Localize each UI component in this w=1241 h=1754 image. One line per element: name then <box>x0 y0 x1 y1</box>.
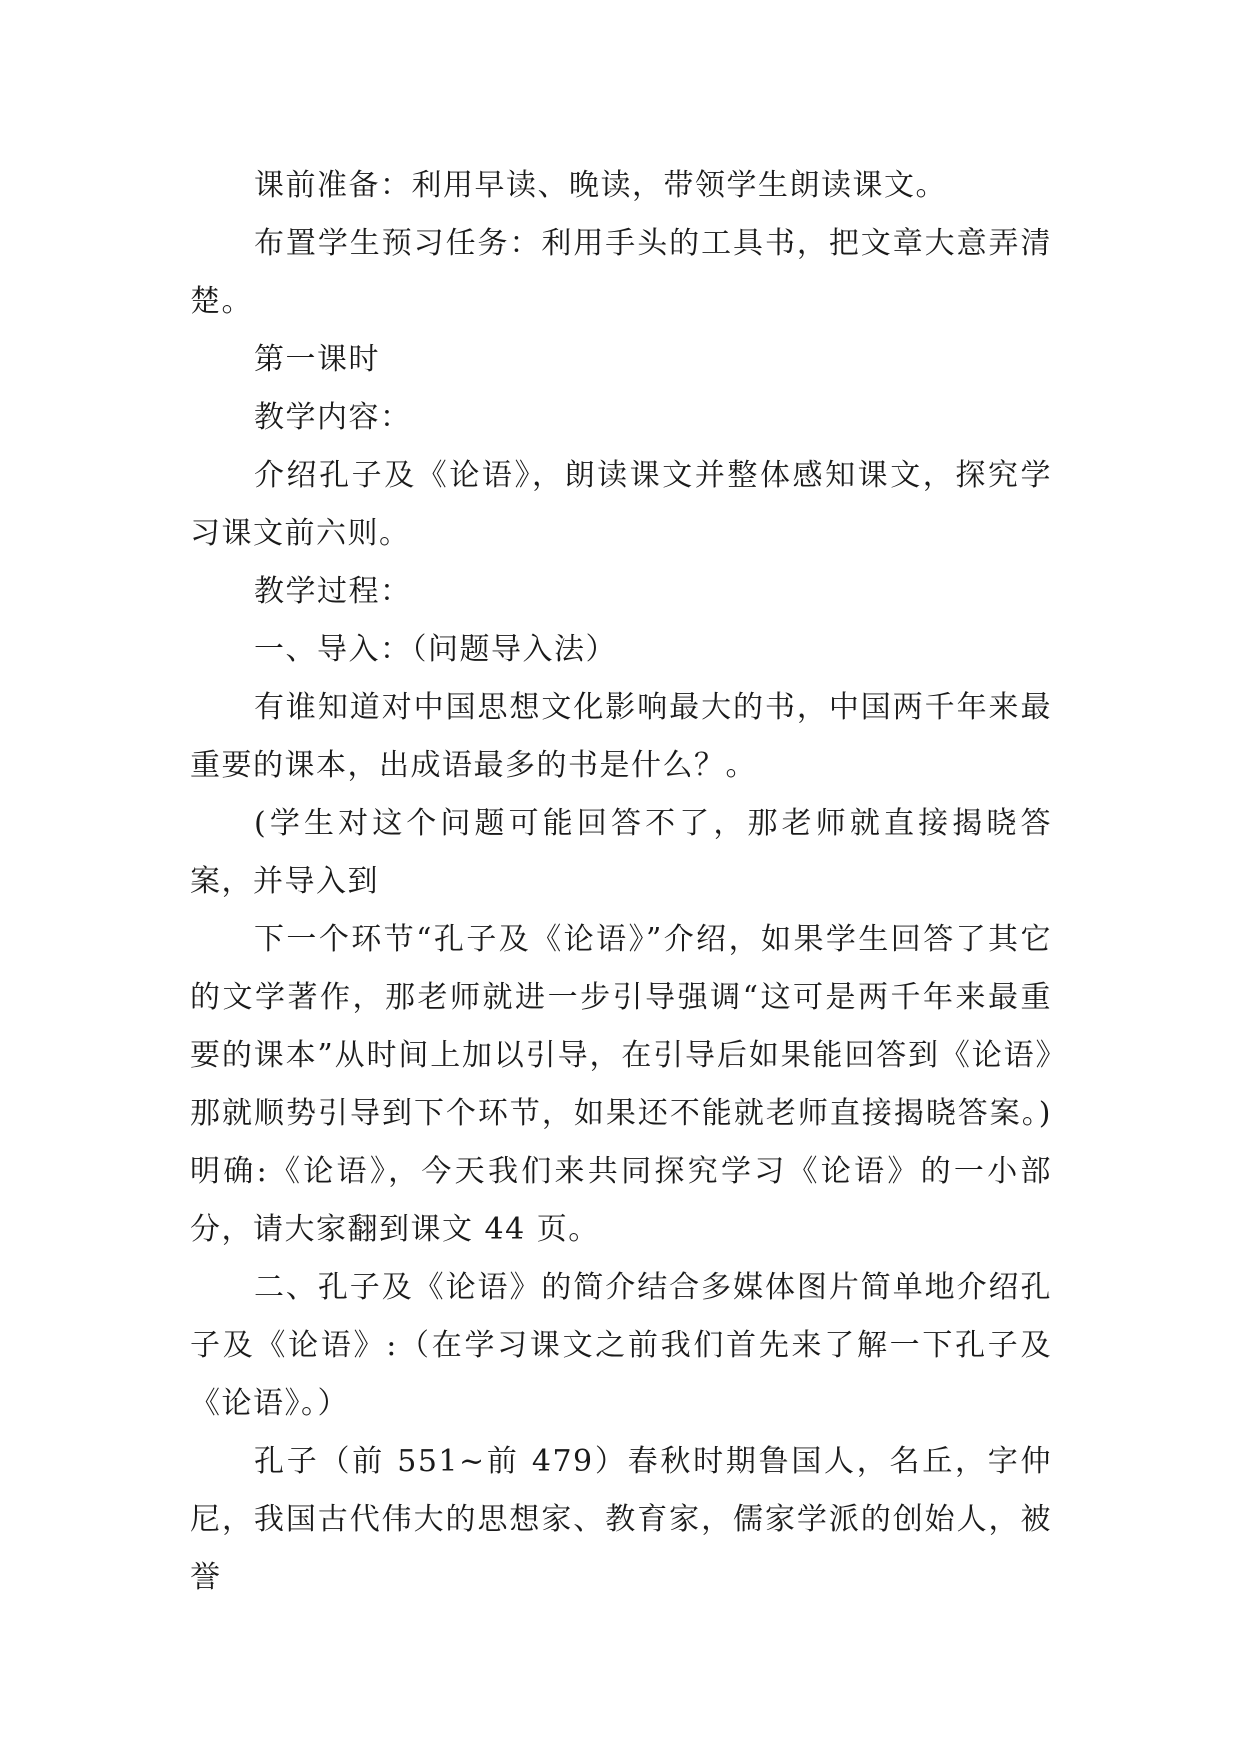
paragraph-preview-task: 布置学生预习任务：利用手头的工具书，把文章大意弄清楚。 <box>190 226 1052 319</box>
document-body <box>190 157 1052 1607</box>
paragraph-question: 有谁知道对中国思想文化影响最大的书，中国两千年来最重要的课本，出成语最多的书是什么？。 <box>190 690 1052 783</box>
paragraph-confucius-intro-heading: 二、孔子及《论语》的简介结合多媒体图片简单地介绍孔子及《论语》:（在学习课文之前我们首先来了解一下孔子及《论语》。） <box>190 1270 1052 1421</box>
paragraph-teaching-process-heading: 教学过程： <box>254 574 412 609</box>
paragraph-next-step: 下一个环节“孔子及《论语》”介绍，如果学生回答了其它的文学著作，那老师就进一步引导强调“这可是两千年来最重要的课本”从时间上加以引导，在引导后如果能回答到《论语》那就顺势引导到下个环节，如果还不能就老师直接揭晓答案。)明确:《论语》，今天我们来共同探究学习《论语》的一小部分，请大家翻到课文 44 页。 <box>190 922 1052 1247</box>
paragraph-introduction-heading: 一、导入：（问题导入法） <box>254 632 617 667</box>
paragraph-teaching-content-heading: 教学内容： <box>254 400 412 435</box>
paragraph-student-answer: (学生对这个问题可能回答不了，那老师就直接揭晓答案，并导入到 <box>190 806 1052 899</box>
paragraph-preparation: 课前准备：利用早读、晚读，带领学生朗读课文。 <box>254 168 947 203</box>
paragraph-teaching-content: 介绍孔子及《论语》，朗读课文并整体感知课文，探究学习课文前六则。 <box>190 458 1052 551</box>
paragraph-confucius-bio: 孔子（前 551~前 479）春秋时期鲁国人，名丘，字仲尼，我国古代伟大的思想家、教育家，儒家学派的创始人，被誉 <box>190 1444 1052 1595</box>
paragraph-first-lesson: 第一课时 <box>254 342 380 377</box>
